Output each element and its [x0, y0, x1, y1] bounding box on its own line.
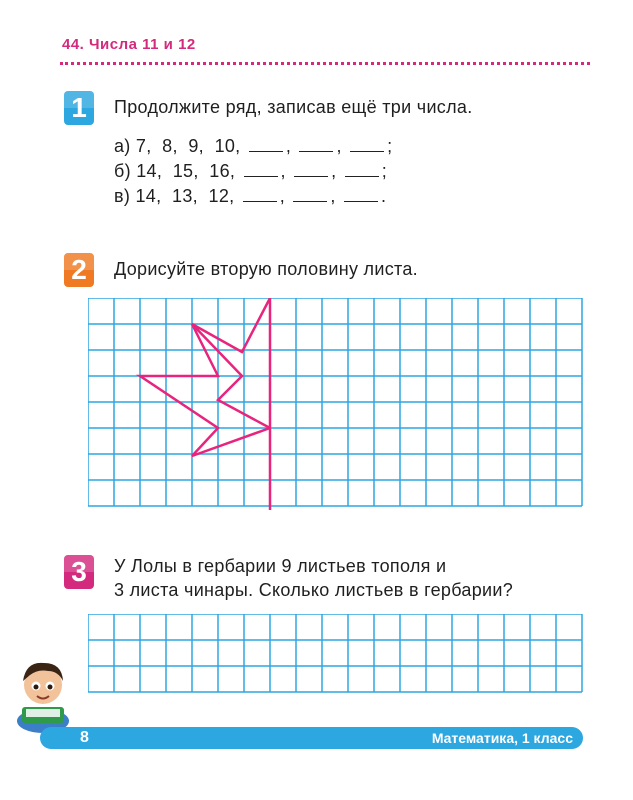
task3-line1: У Лолы в гербарии 9 листьев тополя и — [114, 556, 447, 576]
answer-blank[interactable] — [293, 187, 327, 202]
book-title: Математика, 1 класс — [431, 730, 573, 746]
dotted-divider — [60, 62, 590, 65]
answer-blank[interactable] — [243, 187, 277, 202]
answer-blank[interactable] — [299, 137, 333, 152]
half-leaf-lower — [140, 324, 270, 456]
task-number-2: 2 — [64, 253, 94, 287]
half-leaf-drawing — [192, 298, 270, 510]
task3-line2: 3 листа чинары. Сколько листьев в гербарии? — [114, 580, 514, 600]
task-number-1: 1 — [64, 91, 94, 125]
drawing-grid[interactable] — [88, 298, 586, 510]
answer-blank[interactable] — [244, 162, 278, 177]
boy-reading-illustration — [8, 655, 78, 735]
task-number-3: 3 — [64, 555, 94, 589]
answer-blank[interactable] — [344, 187, 378, 202]
page-title: 44. Числа 11 и 12 — [62, 36, 196, 53]
answer-grid[interactable] — [88, 614, 586, 694]
answer-blank[interactable] — [345, 162, 379, 177]
sequence-row-c: в) 14, 13, 12, , , . — [114, 186, 387, 206]
answer-blank[interactable] — [249, 137, 283, 152]
task1-instruction: Продолжите ряд, записав ещё три числа. — [114, 97, 473, 117]
sequence-row-a: а) 7, 8, 9, 10, , , ; — [114, 136, 393, 156]
sequence-row-b: б) 14, 15, 16, , , ; — [114, 161, 388, 181]
answer-blank[interactable] — [294, 162, 328, 177]
answer-blank[interactable] — [350, 137, 384, 152]
task2-instruction: Дорисуйте вторую половину листа. — [114, 259, 418, 279]
page-number: 8 — [80, 729, 89, 746]
